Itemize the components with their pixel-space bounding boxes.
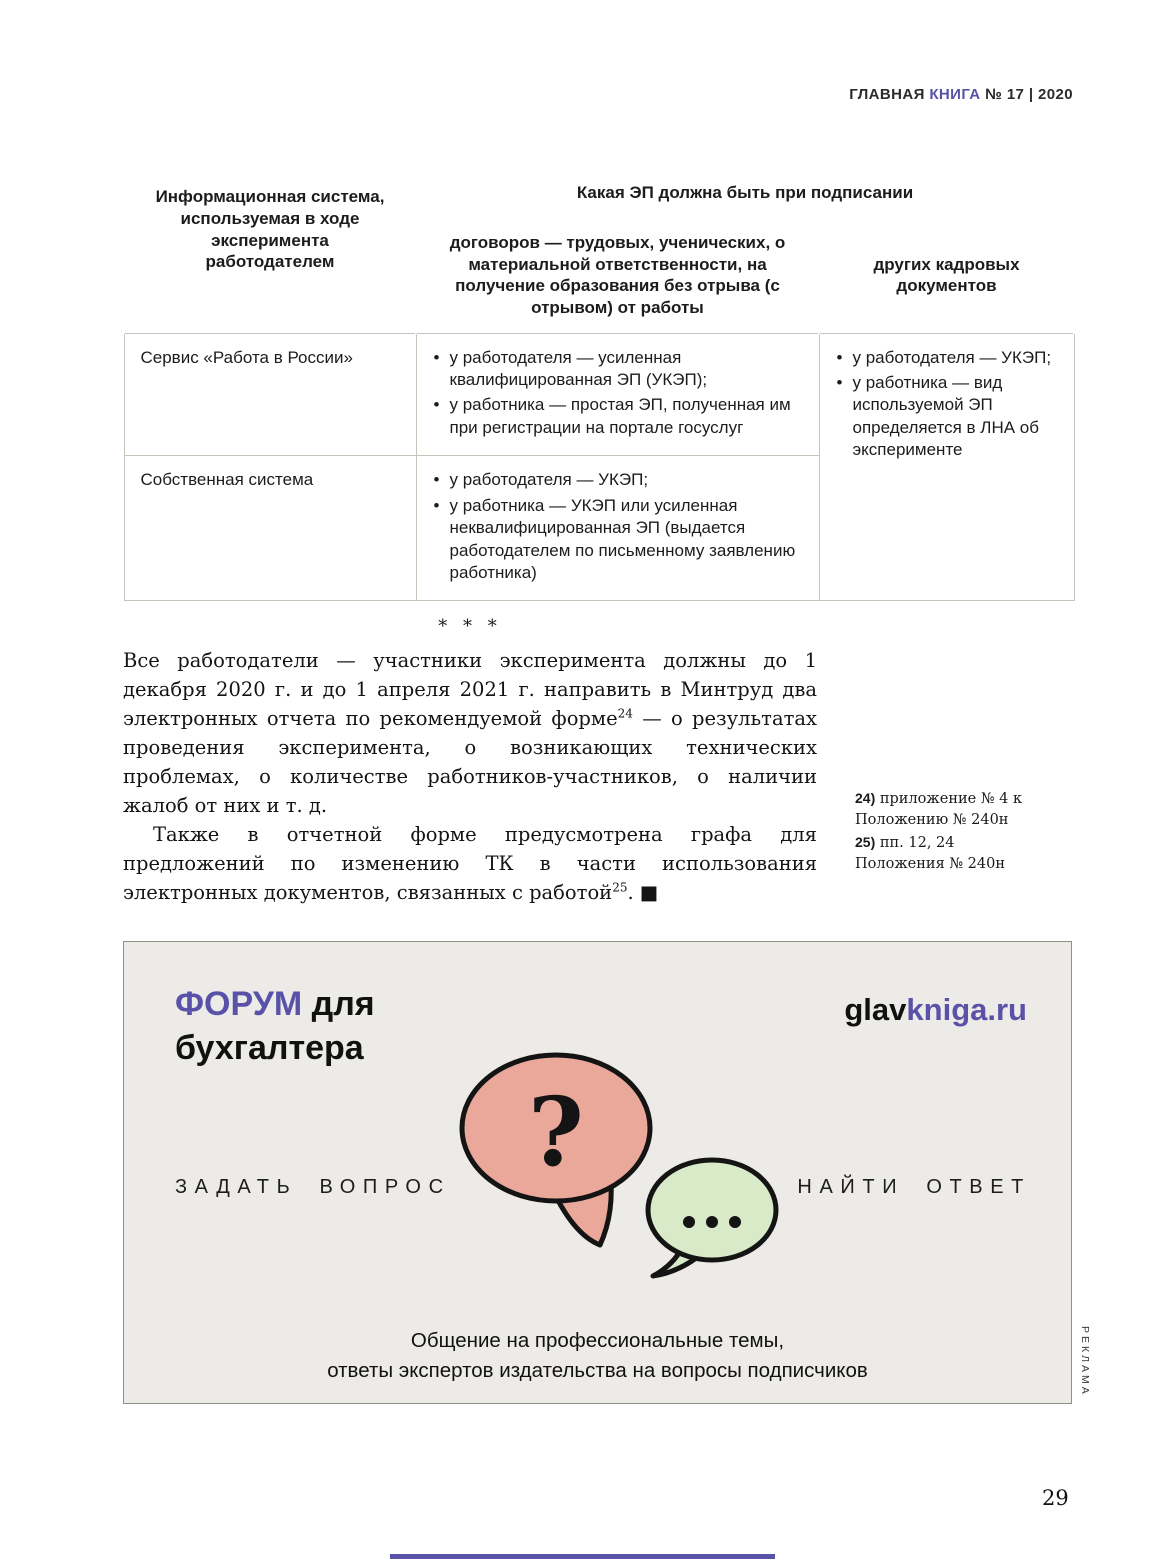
article-end-mark: . ■ <box>627 881 659 904</box>
brand-kniga: КНИГА <box>929 86 981 103</box>
bullet-item: • у работника — простая ЭП, полученная им при регистрации на портале госуслуг <box>433 394 804 439</box>
answer-bubble-icon <box>648 1160 776 1276</box>
article-paragraph-2 <box>123 820 817 907</box>
ad-description-line1: Общение на профессиональные темы, <box>410 1329 785 1352</box>
ad-title-accent: ФОРУМ <box>175 985 303 1023</box>
table-subheader-contracts: договоров — трудовых, ученических, о материальной ответственности, на получение образования без отрыва (с отрывом) от работы <box>416 217 819 333</box>
brand-glavnaya: ГЛАВНАЯ <box>849 86 925 103</box>
ad-title-rest: для бухгалтера <box>175 985 375 1067</box>
cell-contracts-row1 <box>416 333 819 456</box>
footnote-number: 25) <box>855 834 876 850</box>
footnote-24 <box>855 788 1030 831</box>
ad-label-ask-question: ЗАДАТЬ ВОПРОС <box>175 1176 451 1198</box>
margin-footnotes <box>855 788 1030 876</box>
forum-ad <box>123 941 1072 1404</box>
bullet-list <box>836 347 1059 462</box>
ad-label-find-answer: НАЙТИ ОТВЕТ <box>797 1176 1031 1198</box>
cell-other-docs <box>819 333 1074 601</box>
question-mark: ? <box>528 1077 584 1188</box>
bullet-item: • у работодателя — УКЭП; <box>836 347 1059 369</box>
question-bubble-icon <box>462 1055 650 1245</box>
ad-description-line2: ответы экспертов издательства на вопросы подписчиков <box>327 1359 868 1382</box>
bullet-item: • у работодателя — УКЭП; <box>433 469 804 491</box>
ep-requirements-table <box>123 168 1075 601</box>
ad-marker-vertical: РЕКЛАМА <box>1079 1326 1091 1397</box>
bullet-list <box>433 469 804 584</box>
ad-site-kniga: kniga.ru <box>906 992 1027 1027</box>
cell-system-own: Собственная система <box>124 456 416 601</box>
article-body <box>123 646 817 907</box>
paragraph-text: Все работодатели — участники эксперимента должны до 1 декабря 2020 г. и до 1 апреля 2021 г. направить в Минтруд два электронных отчета по рекомендуемой форме <box>123 649 817 730</box>
section-separator: * * * <box>438 616 502 637</box>
article-paragraph-1 <box>123 646 817 820</box>
ad-description <box>124 1326 1071 1386</box>
footnote-number: 24) <box>855 790 876 806</box>
cell-contracts-row2 <box>416 456 819 601</box>
bottom-accent-bar <box>390 1554 775 1559</box>
footnote-text: приложение № 4 к Положению № 240н <box>855 791 1023 828</box>
footnote-25 <box>855 832 1030 875</box>
paragraph-text: — о результатах проведения эксперимента, о возникающих технических проблемах, о количестве работников-участников, о наличии жалоб от них и т. д. <box>123 707 817 817</box>
table-header-signing: Какая ЭП должна быть при подписании <box>416 169 1074 217</box>
speech-bubbles-illustration <box>424 1032 844 1282</box>
bullet-item: • у работника — вид используемой ЭП определяется в ЛНА об эксперименте <box>836 372 1059 462</box>
table-header-system: Информационная система, используемая в ходе эксперимента работодателем <box>124 169 416 333</box>
issue-number: № 17 | 2020 <box>985 86 1073 103</box>
table-subheader-other-docs: других кадровых документов <box>819 217 1074 333</box>
bullet-item: • у работника — УКЭП или усиленная неквалифицированная ЭП (выдается работодателем по письменному заявлению работника) <box>433 495 804 585</box>
paragraph-text: Также в отчетной форме предусмотрена графа для предложений по изменению ТК в части использования электронных документов, связанных с работой <box>123 823 817 904</box>
ep-requirements-table-wrap <box>123 168 1073 601</box>
magazine-header <box>849 86 1073 103</box>
footnote-ref-25: 25 <box>612 880 628 895</box>
bullet-item: • у работодателя — усиленная квалифицированная ЭП (УКЭП); <box>433 347 804 392</box>
footnote-text: пп. 12, 24 Положения № 240н <box>855 835 1005 872</box>
bullet-list <box>433 347 804 440</box>
ad-site-glav: glav <box>844 992 907 1027</box>
cell-system-rabota-v-rossii: Сервис «Работа в России» <box>124 333 416 456</box>
page-number: 29 <box>1042 1486 1069 1510</box>
ad-site-link <box>844 992 1027 1028</box>
footnote-ref-24: 24 <box>617 706 633 721</box>
